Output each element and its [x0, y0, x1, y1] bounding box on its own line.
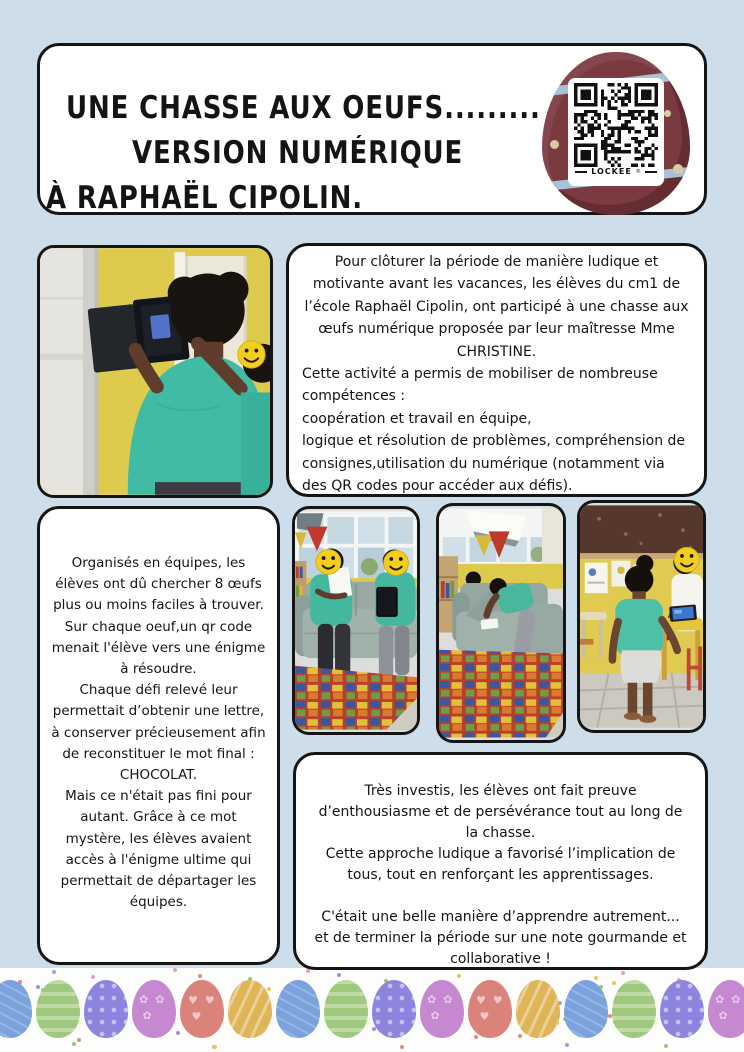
qr-code: [574, 83, 658, 167]
team-paragraph: Chaque défi relevé leur permettait d’obtenir une lettre, à conserver précieusement afin de reconstituer le mot final : CHOCOLAT.: [51, 682, 266, 784]
page-title-line3: À RAPHAËL CIPOLIN.: [46, 180, 364, 216]
page-title-line2: VERSION NUMÉRIQUE: [132, 135, 464, 171]
photo-scene: [40, 248, 270, 495]
confetti-dot: [173, 968, 177, 972]
egg-dot: [550, 140, 559, 149]
lockee-logo: LOCKEE: [591, 167, 632, 176]
qr-brand-row: [568, 167, 664, 176]
easter-egg: [372, 980, 416, 1038]
easter-egg: [516, 980, 560, 1038]
confetti-dot: [306, 969, 310, 973]
easter-egg-row: [0, 980, 744, 1038]
easter-egg: [708, 980, 744, 1038]
easter-egg: [180, 980, 224, 1038]
registered-mark: ®: [635, 168, 641, 175]
confetti-dot: [457, 974, 461, 978]
team-paragraph: Mais ce n'était pas fini pour autant. Grâce à ce mot mystère, les élèves avaient accès à l'énigme ultime qui permettait de départager les équipes.: [60, 788, 257, 911]
smiley-face-icon: [674, 547, 699, 572]
team-paragraph: Organisés en équipes, les élèves ont dû chercher 8 œufs plus ou moins faciles à trouver.: [53, 555, 264, 614]
smiley-face-icon: [316, 549, 341, 574]
intro-paragraph: Cette activité a permis de mobiliser de nombreuse compétences :: [302, 366, 658, 405]
confetti-dot: [91, 975, 95, 979]
easter-egg: [276, 980, 320, 1038]
confetti-dot: [565, 1043, 569, 1047]
smiley-face-icon: [238, 341, 265, 368]
easter-egg: [420, 980, 464, 1038]
easter-egg: [84, 980, 128, 1038]
smiley-face-icon: [384, 550, 409, 575]
intro-paragraph: coopération et travail en équipe,: [302, 410, 532, 427]
intro-text-box: [286, 243, 707, 497]
confetti-dot: [72, 1042, 76, 1046]
photo-scene: [295, 509, 417, 732]
conclusion-text-box: [293, 752, 708, 970]
confetti-dot: [621, 971, 625, 975]
easter-egg: [0, 980, 32, 1038]
egg-dot: [673, 164, 683, 174]
qr-code-card: [568, 78, 664, 186]
confetti-dot: [198, 974, 202, 978]
brand-dash: [575, 171, 587, 173]
egg-dot: [664, 110, 671, 117]
photo-child-at-table: [577, 500, 706, 733]
easter-egg: [612, 980, 656, 1038]
conclusion-paragraph: C'était une belle manière d’apprendre autrement... et de terminer la période sur une note gourmande et collaborative !: [314, 909, 687, 967]
team-text-box: [37, 506, 280, 965]
confetti-dot: [52, 970, 56, 974]
confetti-dot: [77, 1038, 81, 1042]
confetti-dot: [337, 973, 341, 977]
conclusion-paragraph: Très investis, les élèves ont fait preuve d’enthousiasme et de persévérance tout au long de la chasse.: [318, 783, 683, 841]
page-title-line1: UNE CHASSE AUX OEUFS.........: [66, 90, 541, 126]
easter-egg: [564, 980, 608, 1038]
intro-paragraph: Pour clôturer la période de manière ludique et motivante avant les vacances, les élèves du cm1 de l’école Raphaël Cipolin, ont participé à une chasse aux œufs numérique proposée par leur maîtresse Mme CHRISTINE.: [304, 254, 689, 360]
easter-egg: [36, 980, 80, 1038]
photo-children-searching-couch: [436, 503, 566, 743]
easter-egg: [660, 980, 704, 1038]
photo-scene: [580, 503, 703, 730]
team-paragraph: Sur chaque oeuf,un qr code menait l'élève vers une énigme à résoudre.: [51, 618, 266, 678]
confetti-dot: [664, 1044, 668, 1048]
photo-children-on-couch: [292, 506, 420, 735]
title-box: [37, 43, 707, 215]
photo-child-scanning-tablet: [37, 245, 273, 498]
easter-egg: [132, 980, 176, 1038]
photo-scene: [439, 506, 563, 740]
brand-dash: [645, 171, 657, 173]
conclusion-paragraph: Cette approche ludique a favorisé l’implication de tous, tout en renforçant les apprentissages.: [325, 846, 676, 883]
intro-paragraph: logique et résolution de problèmes, compréhension de consignes,utilisation du numérique (notamment via des QR codes pour accéder aux défis).: [302, 433, 686, 495]
confetti-dot: [213, 1045, 217, 1049]
easter-egg: [468, 980, 512, 1038]
confetti-dot: [400, 1045, 404, 1049]
easter-egg-border: [0, 968, 744, 1052]
qr-egg-graphic: [542, 52, 690, 215]
easter-egg: [228, 980, 272, 1038]
easter-egg: [324, 980, 368, 1038]
